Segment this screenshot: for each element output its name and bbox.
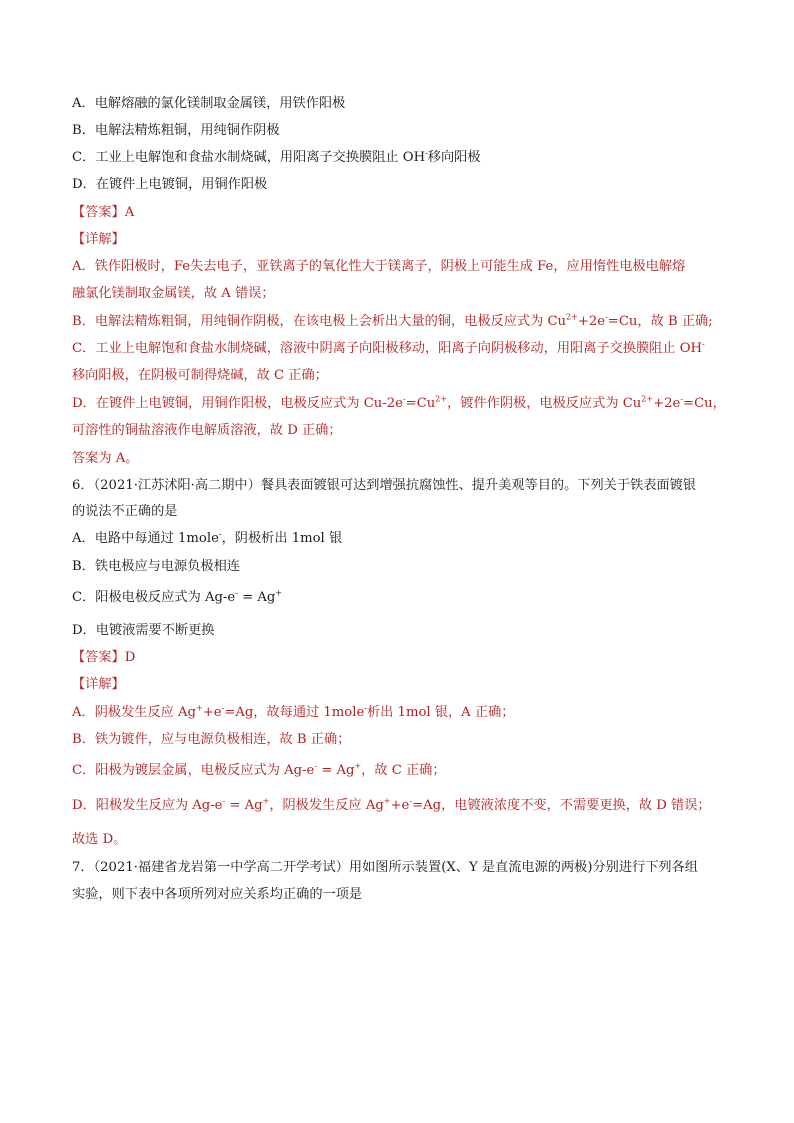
q5-option-c-tail: 移向阳极 — [427, 150, 481, 165]
q6-option-c-mid: = Ag — [237, 590, 276, 605]
q5-exp-b-sup1: 2+ — [566, 312, 578, 322]
q6-exp-c-sup2: + — [354, 761, 362, 771]
q5-exp-d-sup3: 2+ — [641, 394, 654, 404]
q5-exp-d-post: =Cu， — [683, 396, 726, 411]
q6-option-c-sup2: + — [275, 588, 283, 598]
q6-exp-c-sup1: - — [314, 761, 318, 771]
q6-option-a-pre: A．电路中每通过 1mole — [72, 531, 219, 546]
q5-exp-b-mid: +2e — [577, 314, 606, 329]
q6-exp-b: B．铁为镀件，应与电源负极相连，故 B 正确； — [72, 732, 351, 747]
q5-answer: 【答案】A — [72, 205, 135, 220]
q6-exp-d-mid1: = Ag — [225, 798, 263, 813]
q7-stem-line1: 7．（2021·福建省龙岩第一中学高二开学考试）用如图所示装置(X、Y 是直流电源的两极)分别进行下列各组 — [72, 860, 698, 875]
q6-exp-c-post: ，故 C 正确； — [361, 763, 446, 778]
q5-option-c-text: C．工业上电解饱和食盐水制烧碱，用阳离子交换膜阻止 OH — [72, 150, 426, 165]
q6-exp-a-pre: A．阴极发生反应 Ag — [72, 705, 196, 720]
q6-answer: 【答案】D — [72, 650, 136, 665]
q6-stem-line2: 的说法不正确的是 — [72, 504, 178, 519]
q5-exp-d-sup2: 2+ — [435, 394, 448, 404]
q5-option-c — [72, 148, 728, 168]
q5-exp-b — [72, 312, 728, 332]
q6-exp-a-sup1: + — [196, 703, 203, 713]
q5-exp-d-line1 — [72, 394, 728, 414]
q5-exp-a-line2: 融氯化镁制取金属镁，故 A 错误； — [72, 286, 275, 301]
q6-exp-d-sup4: - — [409, 796, 413, 806]
q5-conclusion: 答案为 A。 — [72, 451, 139, 466]
q6-option-c — [72, 588, 728, 608]
q6-exp-a-sup2: - — [221, 703, 225, 713]
q6-option-a-sup: - — [218, 529, 222, 539]
q6-option-c-sup1: - — [235, 588, 238, 598]
q5-exp-c-sup: - — [702, 339, 705, 349]
q5-exp-c-text: C．工业上电解饱和食盐水制烧碱，溶液中阴离子向阳极移动，阳离子向阴极移动，用阳离子交换膜阻止 OH — [72, 341, 703, 356]
q5-exp-a-line1: A．铁作阳极时，Fe失去电子，亚铁离子的氧化性大于镁离子，阴极上可能生成 Fe，应用惰性电极电解熔 — [72, 259, 686, 274]
q6-option-d: D．电镀液需要不断更换 — [72, 623, 215, 638]
q6-exp-c-pre: C．阳极为镀层金属，电极反应式为 Ag-e — [72, 763, 315, 778]
q5-detail-label: 【详解】 — [72, 232, 125, 247]
q6-exp-d-post: =Ag，电镀液浓度不变，不需要更换，故 D 错误； — [412, 798, 711, 813]
q5-exp-d-mid3: +2e — [653, 396, 681, 411]
q5-option-a: A．电解熔融的氯化镁制取金属镁，用铁作阳极 — [72, 96, 346, 111]
q5-exp-c-line1 — [72, 339, 728, 359]
q6-exp-d-sup3: + — [383, 796, 391, 806]
q5-exp-d-mid2: ，镀件作阴极，电极反应式为 Cu — [447, 396, 642, 411]
q6-exp-a — [72, 703, 728, 723]
q6-exp-d-mid3: +e — [390, 798, 410, 813]
q5-exp-b-post: =Cu，故 B 正确; — [607, 314, 713, 329]
q6-option-b: B．铁电极应与电源负极相连 — [72, 559, 240, 574]
q5-exp-b-sup2: - — [605, 312, 608, 322]
q5-exp-b-pre: B．电解法精炼粗铜，用纯铜作阴极，在该电极上会析出大量的铜，电极反应式为 Cu — [72, 314, 567, 329]
q6-exp-a-sup3: - — [364, 703, 367, 713]
q6-exp-c — [72, 761, 728, 781]
q5-option-b: B．电解法精炼粗铜，用纯铜作阴极 — [72, 123, 280, 138]
q6-detail-label: 【详解】 — [72, 677, 125, 692]
q5-exp-d-line2: 可溶性的铜盐溶液作电解质溶液，故 D 正确； — [72, 423, 342, 438]
q6-exp-a-mid1: +e — [202, 705, 222, 720]
q5-exp-c-line2: 移向阳极，在阴极可制得烧碱，故 C 正确； — [72, 368, 328, 383]
q6-exp-d-mid2: ，阴极发生反应 Ag — [269, 798, 384, 813]
q6-exp-d — [72, 796, 728, 816]
q5-exp-d-mid1: =Cu — [405, 396, 436, 411]
q6-option-a — [72, 529, 728, 549]
q6-option-a-post: ，阴极析出 1mol 银 — [221, 531, 343, 546]
q6-exp-d-sup2: + — [262, 796, 270, 806]
q6-exp-d-sup1: - — [222, 796, 226, 806]
q6-stem-line1: 6．（2021·江苏沭阳·高二期中）餐具表面镀银可达到增强抗腐蚀性、提升美观等目的。下列关于铁表面镀银 — [72, 478, 696, 493]
q6-exp-c-mid: = Ag — [317, 763, 355, 778]
q6-option-c-pre: C．阳极电极反应式为 Ag-e — [72, 590, 236, 605]
q6-exp-a-post: 析出 1mol 银，A 正确； — [366, 705, 515, 720]
q5-option-d: D．在镀件上电镀铜，用铜作阳极 — [72, 177, 268, 192]
q5-exp-d-pre: D．在镀件上电镀铜，用铜作阳极，电极反应式为 Cu-2e — [72, 396, 403, 411]
q5-option-c-sup: - — [425, 148, 428, 158]
q5-exp-d-sup4: - — [680, 394, 684, 404]
q6-conclusion: 故选 D。 — [72, 832, 127, 847]
q5-exp-d-sup1: - — [402, 394, 406, 404]
q7-stem-line2: 实验，则下表中各项所列对应关系均正确的一项是 — [72, 887, 363, 902]
q6-exp-a-mid2: =Ag，故每通过 1mole — [224, 705, 365, 720]
q6-exp-d-pre: D．阳极发生反应为 Ag-e — [72, 798, 223, 813]
